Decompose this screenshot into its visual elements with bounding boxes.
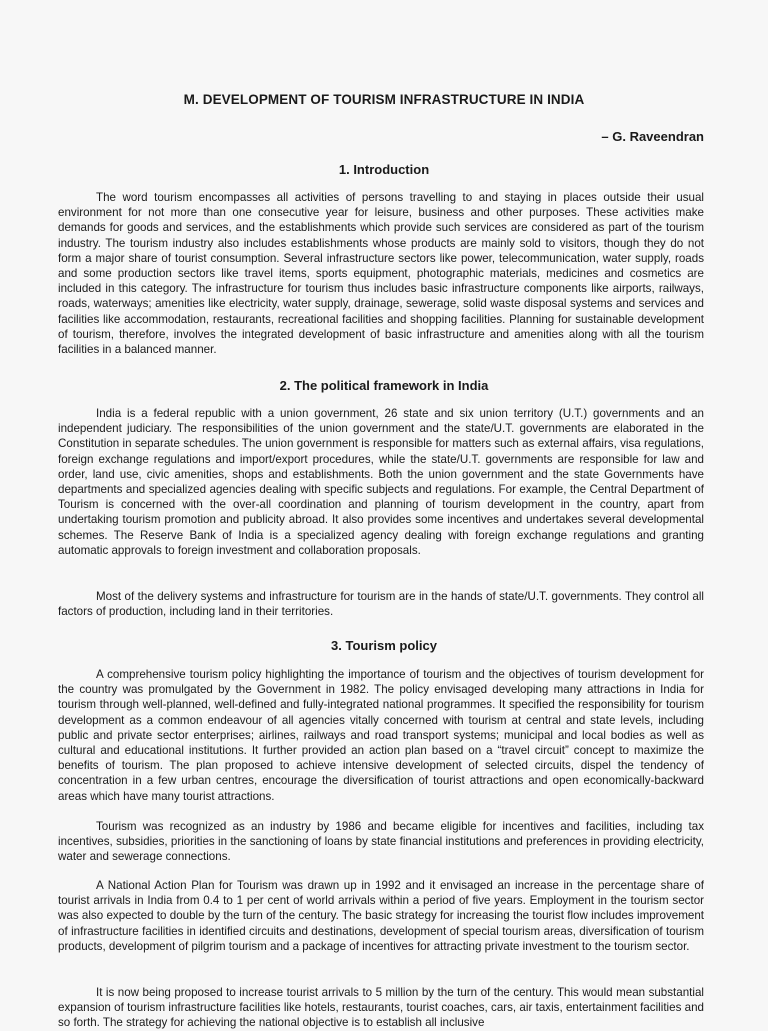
section-heading-introduction: 1. Introduction bbox=[338, 162, 430, 177]
section-heading-political-framework: 2. The political framework in India bbox=[279, 378, 489, 393]
paragraph-political-framework-1: India is a federal republic with a union government, 26 state and six union territory (U.T.) governments and an independent judiciary. The responsibilities of the union government and the state/U.T. governments are elaborated in the Constitution in separate schedules. The union government is responsible for matters such as external affairs, visa regulations, foreign exchange regulations and import/export procedures, while the state/U.T. governments are responsible for law and order, land use, civic amenities, shops and establishments. Both the union government and the state Governments have departments and specialized agencies dealing with specific subjects and regulations. For example, the Central Department of Tourism is concerned with the over-all coordination and planning of tourism development in the country, apart from undertaking tourism promotion and publicity abroad. It also provides some incentives and undertakes several developmental schemes. The Reserve Bank of India is a specialized agency dealing with foreign exchange regulations and granting automatic approvals to foreign investment and collaboration proposals. bbox=[58, 407, 704, 557]
paragraph-introduction: The word tourism encompasses all activities of persons travelling to and staying in places outside their usual environment for not more than one consecutive year for leisure, business and other purposes. These activities make demands for goods and services, and the establishments which provide such services are considered as part of the tourism industry. The tourism industry also includes establishments whose products are mainly sold to visitors, though they do not form a major share of tourist consumption. Several infrastructure sectors like power, telecommunication, water supply, roads and some production sectors like travel items, sports equipment, photographic materials, medicines and cosmetics are included in this category. The infrastructure for tourism thus includes basic infrastructure components like airports, railways, roads, waterways; amenities like electricity, water supply, drainage, sewerage, solid waste disposal systems and services and facilities like accommodation, restaurants, recreational facilities and shopping facilities. Planning for sustainable development of tourism, therefore, involves the integrated development of basic infrastructure and amenities along with all the tourism facilities in a balanced manner. bbox=[58, 191, 704, 357]
paragraph-tourism-policy-2: Tourism was recognized as an industry by 1986 and became eligible for incentives and facilities, including tax incentives, subsidies, priorities in the sanctioning of loans by state financial institutions and preferences in providing electricity, water and sewerage connections. bbox=[58, 820, 704, 864]
paragraph-tourism-policy-3: A National Action Plan for Tourism was drawn up in 1992 and it envisaged an increase in the percentage share of tourist arrivals in India from 0.4 to 1 per cent of world arrivals within a period of five years. Employment in the tourism sector was also expected to double by the turn of the century. The basic strategy for increasing the tourist flow includes improvement of infrastructure facilities in identified circuits and destinations, development of special tourism areas, diversification of tourism products, development of pilgrim tourism and a package of incentives for attracting private investment to the tourism sector. bbox=[58, 879, 704, 953]
paragraph-political-framework-2: Most of the delivery systems and infrastructure for tourism are in the hands of state/U.T. governments. They control all factors of production, including land in their territories. bbox=[58, 590, 704, 619]
paragraph-tourism-policy-1: A comprehensive tourism policy highlighting the importance of tourism and the objectives of tourism development for the country was promulgated by the Government in 1982. The policy envisaged developing many attractions in India for tourism through well-planned, well-defined and fully-integrated national programmes. It specified the responsibility for tourism development as a common endeavour of all agencies vitally concerned with tourism at central and state levels, including public and private sector enterprises; airlines, railways and road transport systems; municipal and local bodies as well as cultural and educational institutions. It further provided an action plan based on a “travel circuit” concept to maximize the benefits of tourism. The plan proposed to achieve intensive development of selected circuits, dispel the tendency of concentration in a few urban centres, encourage the diversification of tourist attractions and open economically-backward areas which have many tourist attractions. bbox=[58, 668, 704, 803]
author-name: – G. Raveendran bbox=[601, 129, 704, 144]
paragraph-tourism-policy-4: It is now being proposed to increase tourist arrivals to 5 million by the turn of the century. This would mean substantial expansion of tourism infrastructure facilities like hotels, restaurants, tourist coaches, cars, air taxis, entertainment facilities and so forth. The strategy for achieving the national objective is to establish all inclusive bbox=[58, 986, 704, 1030]
document-title: M. DEVELOPMENT OF TOURISM INFRASTRUCTURE IN INDIA bbox=[183, 92, 585, 107]
section-heading-tourism-policy: 3. Tourism policy bbox=[331, 638, 437, 653]
